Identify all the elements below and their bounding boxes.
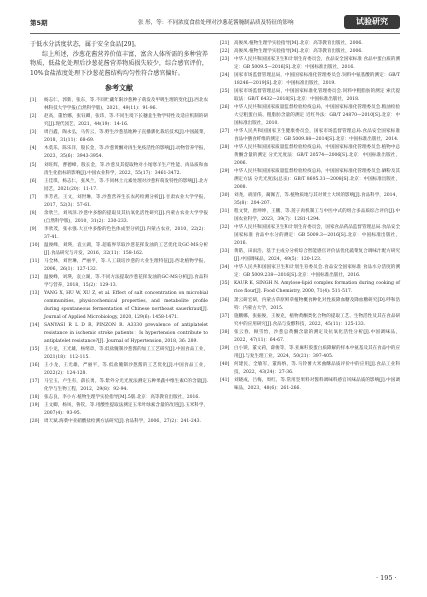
reference-number: [31] [220, 209, 230, 215]
reference-number: [17] [30, 378, 40, 384]
reference-item [220, 313, 400, 329]
reference-number: [30] [220, 193, 230, 199]
reference-item [220, 329, 400, 345]
reference-text: KAUR K, SINGH N. Amylose-lipid complex formation during cooking of rice flour[J]. Food Chemistry, 2000, 71(4): 511-517. [234, 281, 400, 295]
reference-text: 何建民，全敏军，董海纳，等.马铃薯大米曲酥品质评价中的应用[J].食品工业科技，2022，43(24)：27-36. [234, 361, 400, 375]
running-title: 张 彤，等：不同浓度食盐处理对沙葱花酱腌制品质及特征的影响 [138, 20, 294, 26]
reference-item [30, 346, 208, 362]
reference-text: 李芳君，王文，刘世琳，等.沙葱营养生长农药检测分析[J].甘肃农业大学学报，2017，52(3)：57-61. [44, 194, 208, 208]
reference-number: [18] [30, 394, 40, 400]
reference-text: 高俊凤.植物生理学实验指导[M].北京：高等教育出版社，2006. [234, 49, 363, 55]
reference-item [30, 258, 208, 274]
reference-item [30, 402, 208, 418]
reference-item [30, 418, 208, 426]
reference-text: 刘晓成，吕梅，周红，等.常用坚果料对酱料调味料感官风味品质的影响[J].中国调味品，2023，48(6)：261-266. [234, 377, 400, 391]
reference-text: 木莫乐，陈乐洋，殷长金，等.沙葱黄酮对再生免疫活性的影响[J].动物营养学报，2023，35(6)：3943-3954. [44, 146, 208, 160]
reference-number: [36] [220, 297, 230, 303]
reference-item [220, 248, 400, 264]
reference-number: [14] [30, 322, 40, 328]
reference-text: 中华人民共和国国家质量监督检验检疫总局，中国国家标准化管理委员会.粮油检验 大豆粗蛋白质、粗脂肪含量的测定 近红外法：GB/T 24870—2010[S].北京：中国标准出版社，2010. [234, 105, 400, 127]
reference-item [30, 145, 208, 161]
reference-text: 中华人民共和国国家质量监督检验检疫总局，中国国家标准化管理委员会.植物中总黄酮含量的测定 分光光度法：GB/T 20574—2006[S].北京：中国标准出版社，2006. [234, 145, 400, 167]
issue-number: 第5期 [30, 19, 48, 27]
reference-text: 中华人民共和国国家质量监督检验检疫总局，中国国家标准化管理委员会.硒粉及其测定方法 分光光度法(总汞)：GB/T 8695.31—2008[S].北京：中国标准出版社，2008. [234, 169, 400, 191]
reference-item [30, 210, 208, 226]
reference-text: 温俊峰，刘瑛，袁立湖，等.不同方法提取沙葱花挥发油的GC-MS分析[J].食品科学与营养，2018，15(2)：129-13. [44, 274, 208, 288]
reference-number: [20] [30, 419, 40, 424]
reference-text: 王佳琪，杨志仁，张凤兰，等.不同林土元素处理对沙葱籽萌发特性的影响[J].北方园艺，2021(20)：11-17. [44, 178, 208, 192]
reference-text: 中华人民共和国国家卫生和计划生育委员会，食品安全国家标准 食品中蛋白质的测定：GB 5009.5—2016[S].北京：中国标准出版社，2016. [234, 57, 400, 71]
body-paragraph: 综上所述，沙葱花酱营养价值丰富，富含人体所需的多种营养物质，低盐化处理后沙葱花酱营养物质损失较少，综合感官评价，10%食盐浓度处理下沙葱花酱结构均匀性符合感官偏好。 [30, 50, 208, 77]
reference-item [220, 88, 400, 104]
reference-list-left [30, 97, 208, 426]
reference-text: 张云春，顾雪怡，沙葱总黄酮含量的测定及抗氧化活性分析[J].中国调味品，2022，47(11)：64-67. [234, 329, 400, 343]
reference-text: 王小龙，王光雄，严丽平，等.低盐腌制沙葱酱的工艺优化[J].中国食品工业，2022(2)：124-128. [44, 362, 208, 376]
reference-item [30, 290, 208, 322]
reference-item [220, 208, 400, 224]
reference-text: 李欣茂，张永强.大豆中多酚的色色体成型分析[J].内蒙古农业，2010，22(2)：37-41. [44, 226, 208, 240]
reference-item [30, 242, 208, 258]
reference-number: [37] [220, 313, 230, 319]
reference-item [220, 128, 400, 144]
reference-number: [7] [30, 194, 37, 200]
reference-text: 周百鑫，陶永弘，马传云，等.野生沙葱基地种子直播驯化栽培技术[J].中国蔬菜，2018，31(11)：68-69. [44, 130, 208, 144]
reference-text: 黄皓，田雨浩，基于主成分分析综合智能感官评价法优化蔬菜复合调味汁配方研究[J].中国调味品，2024，49(5)：120-123. [234, 249, 400, 263]
reference-text: 赵高，董怡娜，张钰卿，张玮，等.不同生境下长穗韭生物学特性及适应机制的研究[J].现代园艺，2021，44(19)：14-16. [44, 114, 208, 128]
running-header [30, 16, 400, 32]
reference-item [30, 322, 208, 346]
reference-number: [9] [30, 226, 37, 232]
reference-number: [19] [30, 402, 40, 408]
reference-text: YANG X, HU W, XU Z, et al. Effect of salt concentration on microbial communities, physicochemical properties, and metabolite profile during spontaneous fermentation of Chinese northeast sauerkraut[J]. Journal of Applied Microbiology, 2020, 129(6): 1458-1471. [44, 290, 208, 320]
reference-text: 周天斌.海菜中亚硝酸盐检测方法研究[J].食品科学，2006，27(2)：241-243. [44, 419, 201, 424]
reference-number: [27] [220, 129, 230, 135]
reference-item [30, 97, 208, 113]
reference-text: 中华人民共和国国家卫生和计划生育委员会.食品安全国家标准 食品水分活度的测定：GB 5009.238—2016[S].北京：中国标准出版社，2016. [234, 265, 400, 279]
reference-number: [33] [220, 249, 230, 255]
reference-number: [29] [220, 169, 230, 175]
reference-item [30, 226, 208, 242]
reference-item [30, 178, 208, 194]
reference-item [30, 162, 208, 178]
reference-item [220, 56, 400, 72]
reference-text: 刘旺辉，曹德峰，殷长金，等.沙葱及其提取物对小尾寒羊生产性能、肉品质和血清生化指标的影响[J].中国农业科学，2022，55(17)：3461-3472. [44, 162, 208, 176]
reference-number: [39] [220, 345, 230, 351]
reference-number: [15] [30, 346, 40, 352]
reference-item [30, 194, 208, 210]
reference-item [30, 378, 208, 394]
reference-text: 马全林，刘世琳，严丽平，等.人工栽培沙葱的大业生理特征[J].西北植物学报，2006，26(1)：127-132. [44, 258, 208, 272]
body-paragraph: 于低水分活度状态，属于安全食品[29]。 [30, 41, 141, 48]
reference-item [30, 394, 208, 402]
reference-number: [16] [30, 362, 40, 368]
reference-list-right [220, 40, 400, 393]
reference-text: 萧云研宏研，内蒙古草原鲜草植物概食种化对性质降血糖及降血糖研究[D].呼和浩特：内蒙古大学，2015. [234, 297, 400, 311]
reference-item [30, 274, 208, 290]
reference-item [220, 224, 400, 248]
reference-number: [10] [30, 242, 40, 248]
reference-item [220, 345, 400, 361]
reference-text: SANYASI R L D R, PINZON R. A3330 prevalence of antiplatelet resistance in ischemic stroke patients：Is hypertension contribute to antiplatelet resistance?[J]. Journal of Hypertension, 2018, 36: 289. [44, 322, 208, 344]
reference-item [220, 192, 400, 208]
reference-text: 杨志仁，郭新，张东，等.不同贮藏年限沙葱种子萌发及甲吸生理的变化[J].西北农林科技大学学报(自然科学版)，2021，49(11)：91-96. [44, 98, 208, 112]
reference-text: 中华人民共和国国家卫生健康委员会，国家市场监督管理总局.食品安全国家标准 食品中膳食纤维的测定：GB 5009.88—2014[S].北京：中国标准出版社，2014. [234, 129, 400, 143]
reference-text: 施鹏娜，张振俊，王俊克，植物黄酮类化合物的提取工艺、生物活性及其在食品研究中的应用研究[J].食品与发酵科技，2022，45(11)：125-133. [234, 313, 400, 327]
reference-text: 刘尧，胡清伟，蔺佩吉，等.植物质地与其对黄土大坝的影响[J].食品科学，2014，35(8)：204-207. [234, 193, 400, 207]
right-column [220, 40, 400, 393]
reference-item [220, 297, 400, 313]
references-heading: 参考文献 [105, 84, 133, 93]
reference-number: [38] [220, 329, 230, 335]
reference-text: 国家市场监督管理总局，中国国家标准化管理委员会.饲料中氨基酸的测定：GB/T 18246—2019[S].北京：中国标准出版社，2019. [234, 73, 400, 87]
reference-text: 王小龙，王光雄，杨绪章，等.低盐腌制沙葱酱的加工工艺研究[J].中国食品工业，2021(18)：112-115. [44, 346, 208, 360]
reference-number: [13] [30, 290, 40, 296]
reference-text: 程文贤，唐坤坤，王鹏，等.莲子肉机制工与中医中式的组合多品质综合评价[J].中国农业科学，2023，39(7)：1281-1294. [234, 209, 400, 223]
reference-number: [2] [30, 114, 37, 120]
reference-text: 马宝玉，卢生有，薛长勇，等.紫外分光光度法测定五种果蔬中维生素C的含量[J].化学与生物工程，2012，29(8)：92-94. [44, 378, 208, 392]
reference-number: [26] [220, 105, 230, 111]
reference-number: [41] [220, 377, 230, 383]
reference-text: 王文卿，杨凤，鲁钦，等.用酸性提取法测定玉米叶绿素含量的改进[J].玉米科学，2007(4)：93-95. [44, 402, 208, 416]
reference-item [220, 264, 400, 280]
reference-text: 余欣兰，刘凤泽.沙葱中多酚的提取及其抗氧化活性研究[J].内蒙古农业大学学报(自然科学版)，2010，31(2)：230-233. [44, 210, 208, 224]
reference-number: [40] [220, 361, 230, 367]
reference-number: [5] [30, 162, 37, 168]
left-column [30, 40, 208, 426]
reference-item [220, 377, 400, 393]
reference-number: [8] [30, 210, 37, 216]
reference-number: [23] [220, 57, 230, 63]
reference-number: [3] [30, 130, 37, 136]
reference-number: [24] [220, 73, 230, 79]
reference-text: 温俊峰，刘瑛，袁立湖，等.超临界萃取沙葱花挥发油的工艺优化及GC-MS分析[J].食品研究与开发，2016，32(11)：158-162. [44, 242, 208, 256]
reference-number: [12] [30, 274, 40, 280]
section-badge: 试验研究 [344, 15, 400, 29]
reference-item [30, 362, 208, 378]
reference-number: [34] [220, 265, 230, 271]
reference-number: [4] [30, 146, 37, 152]
reference-item [220, 104, 400, 128]
reference-item [220, 280, 400, 296]
reference-item [220, 72, 400, 88]
reference-item [220, 361, 400, 377]
reference-number: [21] [220, 41, 230, 46]
reference-item [30, 113, 208, 129]
reference-text: 白小锁，董文莉，薛俊等，等.亚麻籽胶蛋白质降解的样本中氨基及其在食品中的应用[J].与复生理工业，2024，50(21)：397-405. [234, 345, 400, 359]
reference-item [220, 168, 400, 192]
reference-number: [32] [220, 225, 230, 231]
reference-number: [6] [30, 178, 37, 184]
reference-item [220, 144, 400, 168]
header-rule [30, 33, 400, 34]
reference-number: [1] [30, 98, 37, 104]
reference-item [220, 48, 400, 56]
reference-number: [35] [220, 281, 230, 287]
reference-number: [28] [220, 145, 230, 151]
reference-item [220, 40, 400, 48]
reference-text: 中华人民共和国国家卫生和计划生育委员会，国家食品药品监督管理总局.食品安全国家标准 食品中水分的测定：GB 5009.3—2016[S].北京：中国标准出版社，2016. [234, 225, 400, 247]
reference-number: [25] [220, 89, 230, 95]
reference-text: 高俊凤.植物生理学实验指导[M].北京：高等教育出版社，2006. [234, 41, 363, 46]
reference-text: 张志良，李小方.植物生理学实验指导[M].5版.北京：高等教育出版社，2016. [44, 394, 200, 400]
reference-item [30, 129, 208, 145]
page-number: · 195 · [376, 574, 397, 582]
reference-number: [11] [30, 258, 40, 264]
reference-number: [22] [220, 49, 230, 55]
reference-text: 国家市场监督管理总局，中国国家标准化管理委员会.饲料中粗脂肪的测定 索氏提取法：GB/T 6432—2018[S].北京：中国标准出版社，2018. [234, 89, 400, 103]
